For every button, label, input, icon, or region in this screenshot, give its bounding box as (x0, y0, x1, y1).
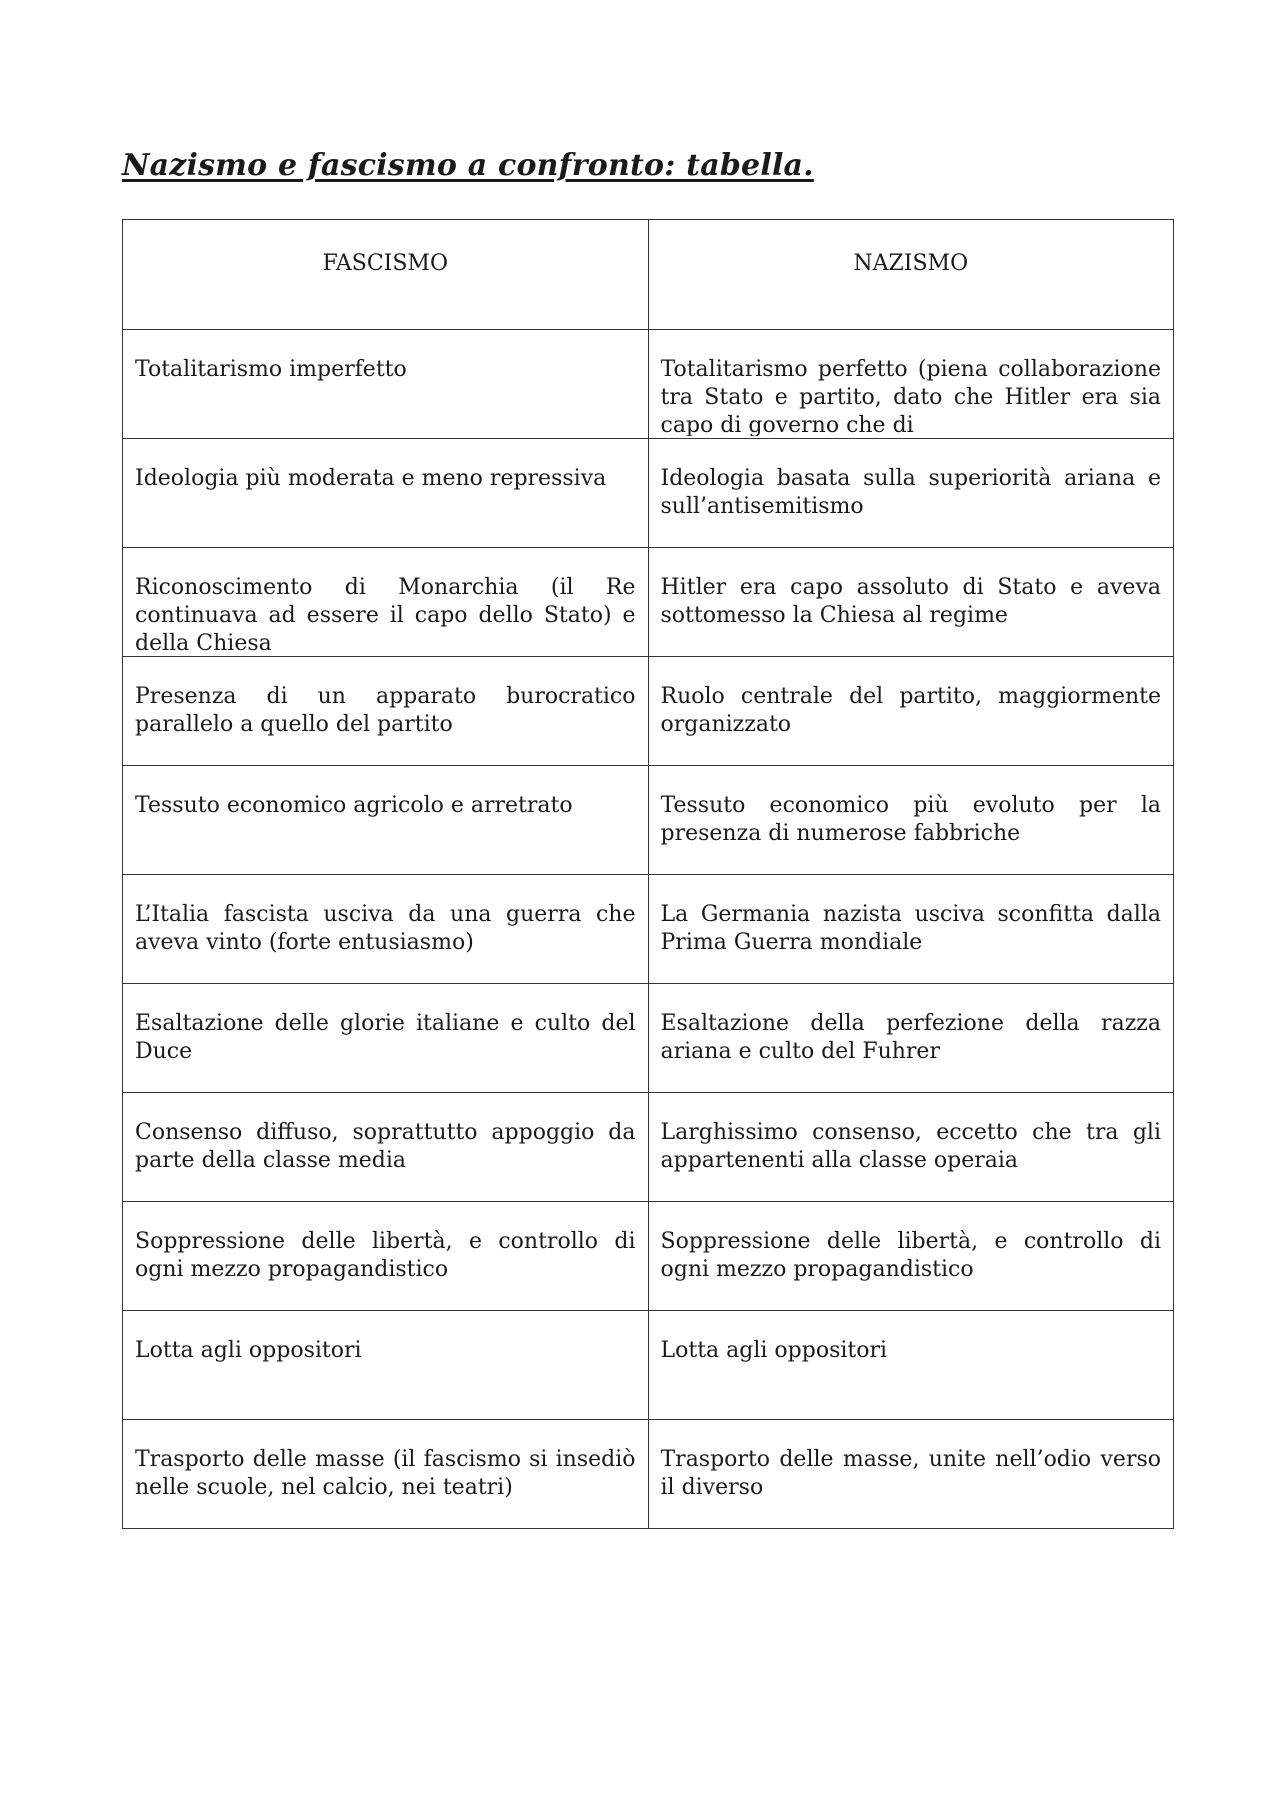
cell-fascismo (123, 657, 649, 766)
table-row (123, 1202, 1174, 1311)
header-cell-fascismo: FASCISMO (123, 220, 649, 330)
cell-fascismo (123, 1093, 649, 1202)
cell-nazismo (648, 1420, 1174, 1529)
cell-text: Soppressione delle libertà, e controllo di ogni mezzo propagandistico (660, 1229, 1161, 1282)
header-cell-nazismo: NAZISMO (648, 220, 1174, 330)
cell-nazismo (648, 984, 1174, 1093)
cell-text: La Germania nazista usciva sconfitta dalla Prima Guerra mondiale (660, 902, 1161, 955)
cell-text: Soppressione delle libertà, e controllo di ogni mezzo propagandistico (135, 1229, 636, 1282)
cell-nazismo (648, 548, 1174, 657)
cell-text: Trasporto delle masse (il fascismo si insediò nelle scuole, nel calcio, nei teatri) (135, 1447, 636, 1500)
cell-text: Lotta agli oppositori (135, 1338, 362, 1363)
cell-nazismo (648, 875, 1174, 984)
table-row (123, 657, 1174, 766)
cell-fascismo (123, 984, 649, 1093)
table-row (123, 766, 1174, 875)
cell-nazismo (648, 657, 1174, 766)
cell-text: L’Italia fascista usciva da una guerra che aveva vinto (forte entusiasmo) (135, 902, 636, 955)
table-row (123, 984, 1174, 1093)
cell-nazismo (648, 1311, 1174, 1420)
cell-text: Totalitarismo perfetto (piena collaborazione tra Stato e partito, dato che Hitler era sia capo di governo che di (660, 357, 1161, 436)
cell-fascismo (123, 330, 649, 439)
cell-text: Larghissimo consenso, eccetto che tra gli appartenenti alla classe operaia (660, 1120, 1161, 1173)
cell-text: Riconoscimento di Monarchia (il Re continuava ad essere il capo dello Stato) e della Chiesa (135, 575, 636, 654)
cell-nazismo (648, 330, 1174, 439)
table-row (123, 1093, 1174, 1202)
cell-text: Consenso diffuso, soprattutto appoggio da parte della classe media (135, 1120, 636, 1173)
cell-text: Esaltazione della perfezione della razza ariana e culto del Fuhrer (660, 1011, 1161, 1064)
cell-text: Ideologia più moderata e meno repressiva (135, 466, 607, 491)
table-row (123, 330, 1174, 439)
cell-fascismo (123, 1311, 649, 1420)
cell-fascismo (123, 439, 649, 548)
table-header-row (123, 220, 1174, 330)
cell-text: Ideologia basata sulla superiorità ariana e sull’antisemitismo (660, 466, 1161, 519)
cell-text: Trasporto delle masse, unite nell’odio verso il diverso (660, 1447, 1161, 1500)
table-row (123, 1311, 1174, 1420)
cell-text: Ruolo centrale del partito, maggiormente organizzato (660, 684, 1161, 737)
cell-nazismo (648, 1093, 1174, 1202)
cell-text: Lotta agli oppositori (660, 1338, 888, 1363)
cell-text: Tessuto economico agricolo e arretrato (135, 793, 573, 818)
cell-fascismo (123, 766, 649, 875)
table-row (123, 875, 1174, 984)
cell-fascismo (123, 875, 649, 984)
cell-text: Totalitarismo imperfetto (135, 357, 407, 382)
table-row (123, 1420, 1174, 1529)
cell-text: Presenza di un apparato burocratico parallelo a quello del partito (135, 684, 636, 737)
cell-nazismo (648, 1202, 1174, 1311)
table-row (123, 439, 1174, 548)
cell-fascismo (123, 1420, 649, 1529)
cell-text: Esaltazione delle glorie italiane e culto del Duce (135, 1011, 636, 1064)
cell-text: Tessuto economico più evoluto per la presenza di numerose fabbriche (660, 793, 1161, 846)
table-row (123, 548, 1174, 657)
cell-nazismo (648, 766, 1174, 875)
document-title: Nazismo e fascismo a confronto: tabella. (122, 148, 814, 183)
comparison-table (122, 219, 1174, 1529)
cell-fascismo (123, 548, 649, 657)
cell-nazismo (648, 439, 1174, 548)
cell-fascismo (123, 1202, 649, 1311)
cell-text: Hitler era capo assoluto di Stato e aveva sottomesso la Chiesa al regime (660, 575, 1161, 628)
